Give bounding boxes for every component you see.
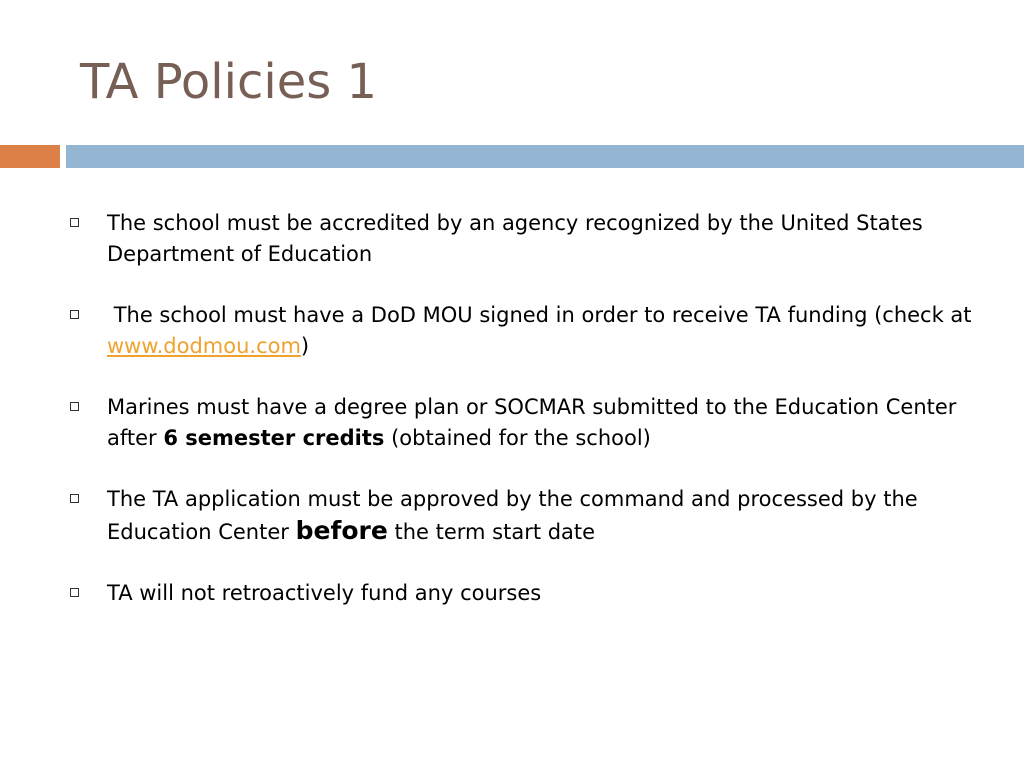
dodmou-link[interactable]: www.dodmou.com bbox=[107, 334, 301, 358]
bullet-bold-text: 6 semester credits bbox=[163, 426, 385, 450]
bullet-item bbox=[0, 392, 1024, 454]
bullet-text: TA will not retroactively fund any courses bbox=[107, 581, 542, 605]
bullet-text: The school must be accredited by an agency recognized by the United States Department of Education bbox=[107, 211, 923, 266]
title-rule-bar bbox=[66, 145, 1024, 168]
bullet-text: Marines must have a degree plan or SOCMAR submitted to the Education Center after bbox=[107, 395, 957, 450]
bullet-text-end: ) bbox=[300, 334, 310, 358]
square-bullet-icon bbox=[70, 588, 79, 597]
square-bullet-icon bbox=[70, 310, 79, 319]
bullet-text-end: the term start date bbox=[387, 520, 596, 544]
bullet-list bbox=[0, 208, 1024, 639]
bullet-item bbox=[0, 208, 1024, 270]
bullet-item bbox=[0, 300, 1024, 362]
bullet-bold-text: before bbox=[295, 516, 388, 545]
bullet-text-end: (obtained for the school) bbox=[384, 426, 651, 450]
bullet-text: The TA application must be approved by the command and processed by the Education Center bbox=[107, 487, 918, 544]
square-bullet-icon bbox=[70, 402, 79, 411]
bullet-text: The school must have a DoD MOU signed in order to receive TA funding (check at bbox=[113, 303, 972, 327]
bullet-item bbox=[0, 484, 1024, 548]
square-bullet-icon bbox=[70, 494, 79, 503]
square-bullet-icon bbox=[70, 218, 79, 227]
bullet-item bbox=[0, 578, 1024, 609]
bullet-leading-space bbox=[107, 303, 114, 327]
accent-bar bbox=[0, 145, 60, 168]
slide-title: TA Policies 1 bbox=[80, 54, 378, 110]
